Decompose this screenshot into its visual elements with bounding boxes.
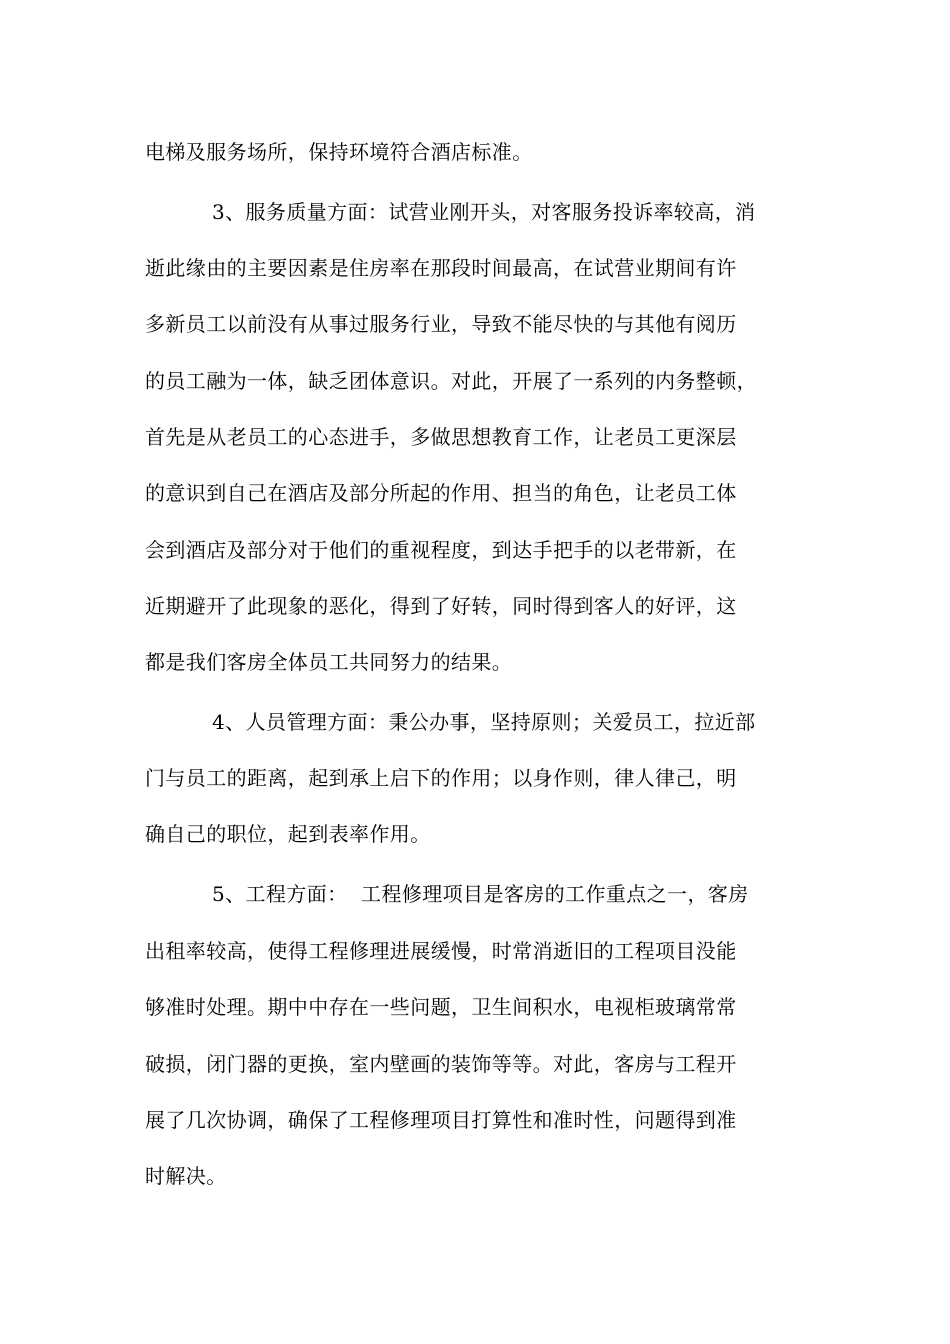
text-line: 3、服务质量方面：试营业刚开头，对客服务投诉率较高，消	[212, 200, 756, 224]
text-line: 出租率较高，使得工程修理进展缓慢，时常消逝旧的工程项目没能	[145, 939, 737, 963]
text-line: 都是我们客房全体员工共同努力的结果。	[145, 650, 513, 674]
text-line: 逝此缘由的主要因素是住房率在那段时间最高，在试营业期间有许	[145, 256, 737, 280]
text-line: 破损，闭门器的更换，室内壁画的装饰等等。对此，客房与工程开	[145, 1052, 737, 1076]
text-line: 首先是从老员工的心态进手，多做思想教育工作，让老员工更深层	[145, 425, 737, 449]
text-line: 时解决。	[145, 1164, 227, 1188]
text-line: 的意识到自己在酒店及部分所起的作用、担当的角色，让老员工体	[145, 481, 737, 505]
text-line: 确自己的职位，起到表率作用。	[145, 822, 431, 846]
text-line: 多新员工以前没有从事过服务行业，导致不能尽快的与其他有阅历	[145, 312, 737, 336]
text-line: 近期避开了此现象的恶化，得到了好转，同时得到客人的好评，这	[145, 594, 737, 618]
text-line: 展了几次协调，确保了工程修理项目打算性和准时性，问题得到准	[145, 1108, 737, 1132]
text-line: 4、人员管理方面：秉公办事，坚持原则；关爱员工，拉近部	[212, 710, 756, 734]
text-line: 电梯及服务场所，保持环境符合酒店标准。	[145, 140, 533, 164]
text-line: 的员工融为一体，缺乏团体意识。对此，开展了一系列的内务整顿，	[145, 369, 757, 393]
text-line: 会到酒店及部分对于他们的重视程度，到达手把手的以老带新，在	[145, 538, 737, 562]
text-line: 门与员工的距离，起到承上启下的作用；以身作则，律人律己，明	[145, 766, 737, 790]
text-line: 5、工程方面： 工程修理项目是客房的工作重点之一，客房	[212, 882, 749, 906]
text-line: 够准时处理。期中中存在一些问题，卫生间积水，电视柜玻璃常常	[145, 995, 737, 1019]
